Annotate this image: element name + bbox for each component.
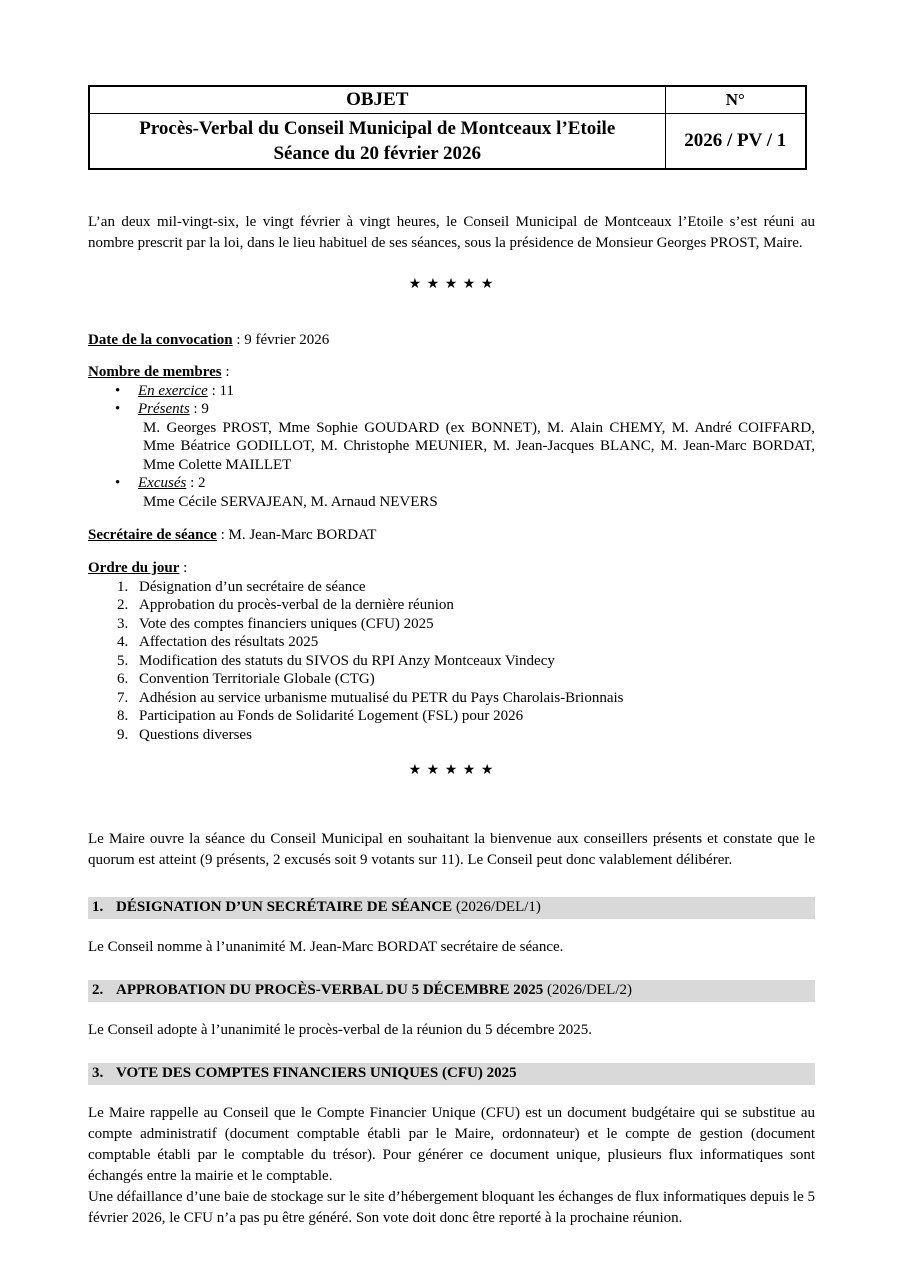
membres-heading bbox=[88, 363, 815, 382]
secretaire-label: Secrétaire de séance bbox=[88, 527, 217, 544]
ordre-item-2 bbox=[117, 596, 815, 615]
en-exercice-value: : 11 bbox=[207, 382, 234, 399]
membres-item-text bbox=[138, 474, 205, 493]
secretaire-value: : M. Jean-Marc BORDAT bbox=[216, 527, 377, 544]
objet-header-cell bbox=[89, 86, 665, 114]
convocation-value: : 9 février 2026 bbox=[232, 332, 330, 349]
membres-label: Nombre de membres bbox=[88, 364, 222, 381]
section-paragraph: Une défaillance d’une baie de stockage sur le site d’hébergement bloquant les échanges de flux informatiques depuis le 5 février 2026, le CFU n’a pas pu être généré. Son vote doit donc être reporté à la prochaine réunion. bbox=[88, 1189, 815, 1227]
numero-value: 2026 / PV / 1 bbox=[684, 130, 787, 152]
excuses-names: Mme Cécile SERVAJEAN, M. Arnaud NEVERS bbox=[143, 493, 438, 510]
section-title: VOTE DES COMPTES FINANCIERS UNIQUES (CFU) 2025 bbox=[116, 1065, 517, 1082]
section-title: APPROBATION DU PROCÈS-VERBAL DU 5 DÉCEMBRE 2025 bbox=[116, 982, 544, 999]
ordre-item-number: 5. bbox=[117, 652, 129, 669]
presents-label: Présents bbox=[138, 401, 190, 418]
presents-names: M. Georges PROST, Mme Sophie GOUDARD (ex BONNET), M. Alain CHEMY, M. André COIFFARD, Mme Béatrice GODILLOT, M. Christophe MEUNIER, M. Jean-Jacques BLANC, M. Jean-Marc BORDAT, Mme Colette MAILLET bbox=[143, 419, 815, 473]
presents-value: : 9 bbox=[189, 401, 209, 418]
ordre-du-jour-block bbox=[88, 559, 815, 744]
header-table-row-labels bbox=[89, 86, 806, 114]
numero-header-cell bbox=[665, 86, 806, 114]
ordre-suffix: : bbox=[179, 560, 188, 577]
document-title-line1: Procès-Verbal du Conseil Municipal de Montceaux l’Etoile bbox=[139, 118, 616, 139]
ordre-item-text: Questions diverses bbox=[139, 726, 252, 743]
ordre-item-number: 3. bbox=[117, 615, 129, 632]
membres-item-text bbox=[138, 400, 209, 419]
membres-suffix: : bbox=[221, 364, 230, 381]
ordre-item-text: Convention Territoriale Globale (CTG) bbox=[139, 671, 375, 688]
ordre-item-text: Désignation d’un secrétaire de séance bbox=[139, 578, 366, 595]
ordre-item-number: 7. bbox=[117, 689, 129, 706]
bullet-icon: • bbox=[115, 475, 121, 492]
excuses-value: : 2 bbox=[186, 475, 206, 492]
ordre-item-3 bbox=[117, 615, 815, 634]
section-paragraph: Le Maire rappelle au Conseil que le Compte Financier Unique (CFU) est un document budgétaire qui se substitue au compte administratif (document comptable établi par le Maire, ordonnateur) et le compte de gestion (document comptable établi par le comptable du trésor). Pour générer ce document unique, plusieurs flux informatiques sont échangés entre la mairie et le comptable. bbox=[88, 1105, 815, 1185]
ordre-item-9 bbox=[117, 726, 815, 745]
ordre-item-number: 1. bbox=[117, 578, 129, 595]
membres-item-excuses bbox=[115, 474, 815, 493]
ordre-item-text: Approbation du procès-verbal de la dernière réunion bbox=[139, 597, 454, 614]
section-3-body bbox=[88, 1103, 815, 1229]
secretaire-line bbox=[88, 525, 815, 546]
ordre-item-number: 8. bbox=[117, 708, 129, 725]
objet-label: OBJET bbox=[346, 89, 409, 110]
section-2-header bbox=[88, 980, 815, 1002]
membres-item-en-exercice bbox=[115, 382, 815, 401]
ordre-item-number: 2. bbox=[117, 597, 129, 614]
ordre-item-text: Adhésion au service urbanisme mutualisé du PETR du Pays Charolais-Brionnais bbox=[139, 689, 624, 706]
en-exercice-label: En exercice bbox=[138, 382, 208, 399]
numero-label: N° bbox=[725, 90, 745, 109]
ordre-item-1 bbox=[117, 578, 815, 597]
bullet-icon: • bbox=[115, 382, 121, 399]
ordre-item-5 bbox=[117, 652, 815, 671]
membres-block bbox=[88, 363, 815, 511]
ordre-label: Ordre du jour bbox=[88, 560, 180, 577]
header-table-row-title bbox=[89, 114, 806, 170]
quorum-paragraph: Le Maire ouvre la séance du Conseil Municipal en souhaitant la bienvenue aux conseillers présents et constate que le quorum est atteint (9 présents, 2 excusés soit 9 votants sur 11). Le Conseil peut donc valablement délibérer. bbox=[88, 831, 815, 869]
section-number: 2. bbox=[92, 982, 104, 999]
ordre-item-7 bbox=[117, 689, 815, 708]
ordre-item-6 bbox=[117, 670, 815, 689]
membres-item-presents bbox=[115, 400, 815, 419]
membres-item-text bbox=[138, 382, 234, 401]
stars-separator: ★ ★ ★ ★ ★ bbox=[408, 277, 495, 293]
section-title: DÉSIGNATION D’UN SECRÉTAIRE DE SÉANCE bbox=[116, 899, 453, 916]
numero-value-cell bbox=[665, 114, 806, 170]
stars-separator: ★ ★ ★ ★ ★ bbox=[408, 763, 495, 779]
section-number: 3. bbox=[92, 1065, 104, 1082]
ordre-item-text: Modification des statuts du SIVOS du RPI Anzy Montceaux Vindecy bbox=[139, 652, 555, 669]
convocation-label: Date de la convocation bbox=[88, 332, 233, 349]
document-title-cell bbox=[89, 114, 665, 170]
ordre-item-text: Affectation des résultats 2025 bbox=[139, 634, 319, 651]
ordre-item-4 bbox=[117, 633, 815, 652]
ordre-item-number: 6. bbox=[117, 671, 129, 688]
document-title-line2: Séance du 20 février 2026 bbox=[273, 143, 482, 165]
section-reference: (2026/DEL/1) bbox=[452, 899, 541, 916]
section-paragraph: Le Conseil nomme à l’unanimité M. Jean-Marc BORDAT secrétaire de séance. bbox=[88, 939, 564, 956]
ordre-item-number: 4. bbox=[117, 634, 129, 651]
section-2-body bbox=[88, 1020, 815, 1041]
ordre-item-text: Vote des comptes financiers uniques (CFU) 2025 bbox=[139, 615, 434, 632]
ordre-item-8 bbox=[117, 707, 815, 726]
section-paragraph: Le Conseil adopte à l’unanimité le procès-verbal de la réunion du 5 décembre 2025. bbox=[88, 1022, 592, 1039]
section-3-header bbox=[88, 1063, 815, 1085]
bullet-icon: • bbox=[115, 401, 121, 418]
section-1-body bbox=[88, 937, 815, 958]
intro-paragraph: L’an deux mil-vingt-six, le vingt février à vingt heures, le Conseil Municipal de Montceaux l’Etoile s’est réuni au nombre prescrit par la loi, dans le lieu habituel de ses séances, sous la présidence de Monsieur Georges PROST, Maire. bbox=[88, 214, 815, 252]
header-table bbox=[88, 85, 807, 170]
convocation-line bbox=[88, 330, 815, 351]
ordre-item-number: 9. bbox=[117, 726, 129, 743]
ordre-heading bbox=[88, 559, 815, 578]
section-number: 1. bbox=[92, 899, 104, 916]
excuses-label: Excusés bbox=[138, 475, 187, 492]
ordre-item-text: Participation au Fonds de Solidarité Logement (FSL) pour 2026 bbox=[139, 708, 524, 725]
section-reference: (2026/DEL/2) bbox=[543, 982, 632, 999]
section-1-header bbox=[88, 897, 815, 919]
